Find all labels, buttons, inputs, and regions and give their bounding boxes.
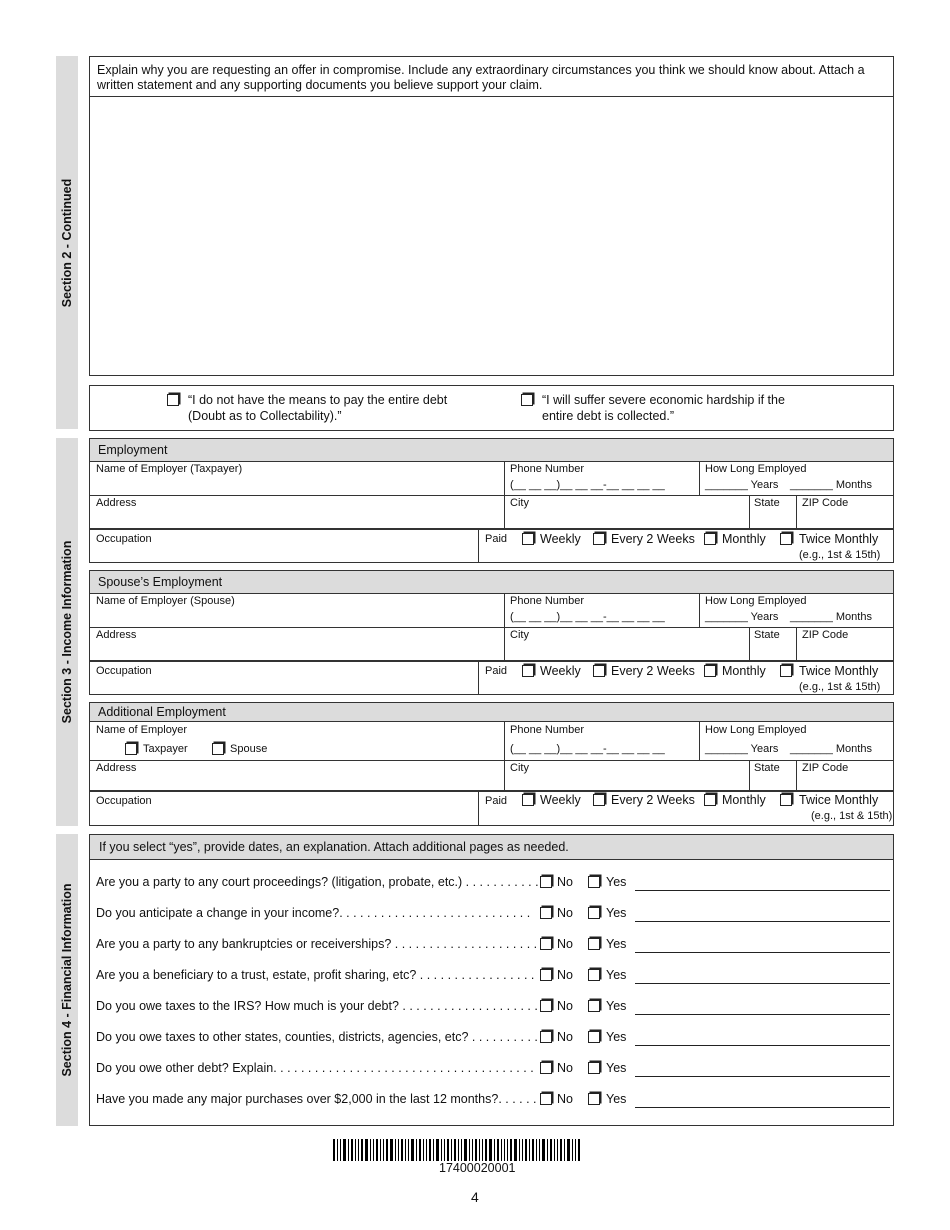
question-text: Are you a beneficiary to a trust, estate, profit sharing, etc? . . . . . . . . . . . . . . . . . (96, 968, 535, 982)
question-yes-checkbox[interactable] (588, 907, 600, 919)
barcode-bar (485, 1139, 487, 1161)
barcode-bar (395, 1139, 396, 1161)
barcode-bar (542, 1139, 545, 1161)
state-label: State (754, 629, 780, 641)
question-yes-label: Yes (606, 937, 627, 951)
section-4-sidebar (56, 834, 78, 1126)
section-3-sidebar (56, 438, 78, 826)
address-label: Address (96, 762, 137, 774)
question-yes-label: Yes (606, 1092, 627, 1106)
question-yes-checkbox[interactable] (588, 1062, 600, 1074)
every-2-weeks-label: Every 2 Weeks (611, 664, 695, 678)
barcode-bar (383, 1139, 384, 1161)
question-explanation-line[interactable] (635, 1014, 890, 1015)
question-row (90, 999, 893, 1019)
question-no-label: No (557, 968, 573, 982)
barcode-bar (501, 1139, 502, 1161)
barcode-bar (578, 1139, 580, 1161)
question-row (90, 968, 893, 988)
city-label: City (510, 762, 529, 774)
twice-monthly-note: (e.g., 1st & 15th) (799, 681, 881, 693)
weekly-label: Weekly (540, 532, 581, 546)
barcode-bar (536, 1139, 537, 1161)
divider (699, 593, 700, 627)
barcode-bar (419, 1139, 421, 1161)
question-explanation-line[interactable] (635, 1076, 890, 1077)
employment-block (89, 438, 894, 563)
barcode-bar (340, 1139, 341, 1161)
barcode-bar (567, 1139, 570, 1161)
question-explanation-line[interactable] (635, 983, 890, 984)
divider (796, 760, 797, 790)
question-explanation-line[interactable] (635, 1107, 890, 1108)
question-row (90, 906, 893, 926)
barcode-bar (550, 1139, 552, 1161)
barcode-bar (444, 1139, 445, 1161)
employment-header-text: Employment (98, 443, 168, 457)
address-label: Address (96, 629, 137, 641)
monthly-checkbox[interactable] (704, 665, 716, 677)
phone-label: Phone Number (510, 595, 584, 607)
barcode-bar (358, 1139, 359, 1161)
barcode-bar (554, 1139, 555, 1161)
zip-label: ZIP Code (802, 497, 849, 509)
address-field[interactable] (90, 496, 504, 528)
barcode-bar (560, 1139, 562, 1161)
question-yes-label: Yes (606, 906, 627, 920)
barcode-bar (343, 1139, 346, 1161)
barcode-bar (355, 1139, 356, 1161)
spouse-label: Spouse (230, 743, 268, 755)
economic-hardship-label-1: “I will suffer severe economic hardship if the (542, 393, 785, 407)
divider (699, 461, 700, 495)
financial-header (90, 835, 893, 860)
divider (749, 627, 750, 661)
occupation-label: Occupation (96, 533, 152, 545)
years-field[interactable]: _______ Years (705, 743, 779, 755)
barcode-bar (454, 1139, 456, 1161)
explanation-instructions-line2: written statement and any supporting documents you believe support your claim. (97, 78, 543, 92)
barcode-bar (547, 1139, 548, 1161)
question-explanation-line[interactable] (635, 921, 890, 922)
barcode-bar (390, 1139, 393, 1161)
barcode-bar (451, 1139, 452, 1161)
barcode-bar (416, 1139, 417, 1161)
barcode-bar (522, 1139, 523, 1161)
barcode-bar (458, 1139, 459, 1161)
additional-employment-header (90, 703, 893, 722)
question-text: Do you owe other debt? Explain. . . . . . . . . . . . . . . . . . . . . . . . . . . . . . . . . . . . . . (96, 1061, 534, 1075)
barcode-bar (408, 1139, 409, 1161)
question-no-label: No (557, 937, 573, 951)
employer-name-field[interactable] (90, 462, 504, 494)
barcode-bar (351, 1139, 353, 1161)
question-yes-checkbox[interactable] (588, 1031, 600, 1043)
spouse-employment-block (89, 570, 894, 695)
barcode-bar (539, 1139, 540, 1161)
barcode-bar (497, 1139, 499, 1161)
every-2-weeks-label: Every 2 Weeks (611, 532, 695, 546)
divider (504, 593, 505, 627)
barcode-bar (532, 1139, 534, 1161)
economic-hardship-label-2: entire debt is collected.” (542, 409, 675, 423)
question-no-checkbox[interactable] (540, 907, 552, 919)
question-text: Are you a party to any bankruptcies or receiverships? . . . . . . . . . . . . . . . . . . . . . (96, 937, 538, 951)
weekly-label: Weekly (540, 793, 581, 807)
divider (478, 529, 479, 563)
taxpayer-checkbox[interactable] (125, 743, 137, 755)
question-no-label: No (557, 1030, 573, 1044)
question-no-checkbox[interactable] (540, 938, 552, 950)
question-yes-checkbox[interactable] (588, 938, 600, 950)
barcode-bar (514, 1139, 517, 1161)
question-yes-label: Yes (606, 999, 627, 1013)
barcode-bar (475, 1139, 477, 1161)
financial-header-text: If you select “yes”, provide dates, an explanation. Attach additional pages as needed. (99, 840, 569, 854)
question-yes-checkbox[interactable] (588, 876, 600, 888)
question-no-label: No (557, 906, 573, 920)
question-no-checkbox[interactable] (540, 1093, 552, 1105)
barcode-bar (333, 1139, 335, 1161)
address-field[interactable] (90, 628, 504, 660)
twice-monthly-label: Twice Monthly (799, 793, 879, 807)
paid-label: Paid (485, 665, 508, 677)
address-label: Address (96, 497, 137, 509)
every-2-weeks-label: Every 2 Weeks (611, 793, 695, 807)
monthly-label: Monthly (722, 793, 766, 807)
barcode-bar (510, 1139, 512, 1161)
barcode-bar (376, 1139, 378, 1161)
zip-label: ZIP Code (802, 629, 849, 641)
claim-box (89, 385, 894, 431)
twice-monthly-label: Twice Monthly (799, 664, 879, 678)
question-yes-label: Yes (606, 968, 627, 982)
barcode-bar (398, 1139, 399, 1161)
question-no-checkbox[interactable] (540, 1062, 552, 1074)
barcode-bar (348, 1139, 349, 1161)
every-2-weeks-checkbox[interactable] (593, 533, 605, 545)
section-3-title: Section 3 - Income Information (60, 540, 74, 724)
twice-monthly-label: Twice Monthly (799, 532, 879, 546)
how-long-label: How Long Employed (705, 463, 807, 475)
question-row (90, 1092, 893, 1112)
twice-monthly-note: (e.g., 1st & 15th) (811, 810, 893, 822)
section-2-sidebar (56, 56, 78, 429)
barcode-bar (436, 1139, 439, 1161)
months-field[interactable]: _______ Months (790, 479, 872, 491)
weekly-label: Weekly (540, 664, 581, 678)
divider (749, 495, 750, 529)
divider (478, 791, 479, 826)
question-text: Do you owe taxes to other states, counties, districts, agencies, etc? . . . . . . . . . . (96, 1030, 538, 1044)
barcode-bar (461, 1139, 462, 1161)
paid-label: Paid (485, 533, 508, 545)
question-yes-checkbox[interactable] (588, 1000, 600, 1012)
state-label: State (754, 762, 780, 774)
barcode-bar (557, 1139, 558, 1161)
barcode-bar (370, 1139, 371, 1161)
question-no-checkbox[interactable] (540, 1031, 552, 1043)
spouse-checkbox[interactable] (212, 743, 224, 755)
barcode-bar (479, 1139, 480, 1161)
spouse-employment-header (90, 571, 893, 594)
barcode-bar (429, 1139, 431, 1161)
barcode-bar (405, 1139, 406, 1161)
divider (504, 627, 505, 661)
barcode-bar (447, 1139, 449, 1161)
monthly-label: Monthly (722, 664, 766, 678)
section-4-title: Section 4 - Financial Information (60, 883, 74, 1077)
state-label: State (754, 497, 780, 509)
years-field[interactable]: _______ Years (705, 479, 779, 491)
paid-label: Paid (485, 795, 508, 807)
question-explanation-line[interactable] (635, 890, 890, 891)
doubt-collectability-label-1: “I do not have the means to pay the entire debt (188, 393, 448, 407)
question-yes-checkbox[interactable] (588, 969, 600, 981)
barcode (333, 1139, 621, 1161)
spouse-employment-header-text: Spouse’s Employment (98, 575, 223, 589)
question-row (90, 1030, 893, 1050)
question-yes-label: Yes (606, 1061, 627, 1075)
question-row (90, 937, 893, 957)
how-long-label: How Long Employed (705, 595, 807, 607)
divider (749, 760, 750, 790)
question-no-label: No (557, 1061, 573, 1075)
city-label: City (510, 497, 529, 509)
twice-monthly-checkbox[interactable] (780, 794, 792, 806)
monthly-checkbox[interactable] (704, 794, 716, 806)
barcode-bar (572, 1139, 573, 1161)
divider (504, 721, 505, 760)
barcode-bar (564, 1139, 565, 1161)
page-number: 4 (471, 1189, 479, 1205)
occupation-label: Occupation (96, 665, 152, 677)
phone-label: Phone Number (510, 463, 584, 475)
barcode-bar (441, 1139, 442, 1161)
weekly-checkbox[interactable] (522, 665, 534, 677)
barcode-bar (494, 1139, 495, 1161)
monthly-label: Monthly (722, 532, 766, 546)
spouse-employer-name-field[interactable] (90, 594, 504, 626)
spouse-employer-name-label: Name of Employer (Spouse) (96, 595, 235, 607)
phone-field[interactable]: (__ __ __)__ __ __-__ __ __ __ (510, 611, 665, 623)
barcode-bar (529, 1139, 530, 1161)
barcode-bar (337, 1139, 338, 1161)
divider (699, 721, 700, 760)
divider (478, 661, 479, 695)
barcode-bar (525, 1139, 527, 1161)
divider (796, 495, 797, 529)
barcode-bar (380, 1139, 381, 1161)
how-long-label: How Long Employed (705, 724, 807, 736)
question-no-label: No (557, 999, 573, 1013)
economic-hardship-checkbox[interactable] (521, 394, 533, 406)
barcode-bar (365, 1139, 368, 1161)
every-2-weeks-checkbox[interactable] (593, 665, 605, 677)
question-row (90, 875, 893, 895)
monthly-checkbox[interactable] (704, 533, 716, 545)
address-field[interactable] (90, 761, 504, 789)
barcode-bar (507, 1139, 508, 1161)
years-field[interactable]: _______ Years (705, 611, 779, 623)
months-field[interactable]: _______ Months (790, 611, 872, 623)
divider (504, 461, 505, 495)
occupation-field[interactable] (90, 662, 478, 694)
question-text: Have you made any major purchases over $2,000 in the last 12 months?. . . . . . (96, 1092, 537, 1106)
employment-header (90, 439, 893, 462)
question-yes-label: Yes (606, 875, 627, 889)
barcode-bar (489, 1139, 492, 1161)
employer-name-label: Name of Employer (Taxpayer) (96, 463, 243, 475)
twice-monthly-checkbox[interactable] (780, 533, 792, 545)
barcode-bar (411, 1139, 414, 1161)
barcode-bar (433, 1139, 434, 1161)
occupation-field[interactable] (90, 792, 478, 825)
financial-block (89, 834, 894, 1126)
question-no-label: No (557, 1092, 573, 1106)
barcode-bar (401, 1139, 403, 1161)
question-explanation-line[interactable] (635, 1045, 890, 1046)
weekly-checkbox[interactable] (522, 533, 534, 545)
doubt-collectability-checkbox[interactable] (167, 394, 179, 406)
taxpayer-label: Taxpayer (143, 743, 188, 755)
occupation-label: Occupation (96, 795, 152, 807)
divider (504, 760, 505, 790)
phone-field[interactable]: (__ __ __)__ __ __-__ __ __ __ (510, 479, 665, 491)
barcode-bar (472, 1139, 473, 1161)
barcode-bar (361, 1139, 363, 1161)
weekly-checkbox[interactable] (522, 794, 534, 806)
barcode-bar (464, 1139, 467, 1161)
question-no-checkbox[interactable] (540, 1000, 552, 1012)
explanation-textarea[interactable] (90, 97, 893, 375)
barcode-bar (504, 1139, 505, 1161)
barcode-bar (426, 1139, 427, 1161)
barcode-bar (519, 1139, 520, 1161)
additional-employer-name-label: Name of Employer (96, 724, 188, 736)
barcode-bar (373, 1139, 374, 1161)
barcode-bar (386, 1139, 388, 1161)
divider (504, 495, 505, 529)
question-yes-label: Yes (606, 1030, 627, 1044)
phone-field[interactable]: (__ __ __)__ __ __-__ __ __ __ (510, 743, 665, 755)
city-label: City (510, 629, 529, 641)
additional-employment-block (89, 702, 894, 826)
twice-monthly-note: (e.g., 1st & 15th) (799, 549, 881, 561)
barcode-bar (469, 1139, 470, 1161)
months-field[interactable]: _______ Months (790, 743, 872, 755)
question-row (90, 1061, 893, 1081)
question-yes-checkbox[interactable] (588, 1093, 600, 1105)
question-text: Do you anticipate a change in your income?. . . . . . . . . . . . . . . . . . . . . . . . . . . . (96, 906, 531, 920)
zip-label: ZIP Code (802, 762, 849, 774)
occupation-field[interactable] (90, 530, 478, 562)
question-text: Are you a party to any court proceedings? (litigation, probate, etc.) . . . . . . . . . . . (96, 875, 539, 889)
divider (796, 627, 797, 661)
twice-monthly-checkbox[interactable] (780, 665, 792, 677)
question-no-checkbox[interactable] (540, 969, 552, 981)
explanation-instructions-line1: Explain why you are requesting an offer in compromise. Include any extraordinary circumstances you think we should know about. Attach a (97, 63, 865, 77)
question-no-checkbox[interactable] (540, 876, 552, 888)
every-2-weeks-checkbox[interactable] (593, 794, 605, 806)
question-no-label: No (557, 875, 573, 889)
barcode-bar (423, 1139, 424, 1161)
barcode-bar (575, 1139, 576, 1161)
phone-label: Phone Number (510, 724, 584, 736)
additional-employment-header-text: Additional Employment (98, 705, 226, 719)
question-text: Do you owe taxes to the IRS? How much is your debt? . . . . . . . . . . . . . . . . . . . . (96, 999, 538, 1013)
question-explanation-line[interactable] (635, 952, 890, 953)
barcode-bar (482, 1139, 483, 1161)
section-2-title: Section 2 - Continued (60, 178, 74, 307)
doubt-collectability-label-2: (Doubt as to Collectability).” (188, 409, 342, 423)
barcode-number: 17400020001 (439, 1161, 516, 1175)
explanation-box (89, 56, 894, 376)
